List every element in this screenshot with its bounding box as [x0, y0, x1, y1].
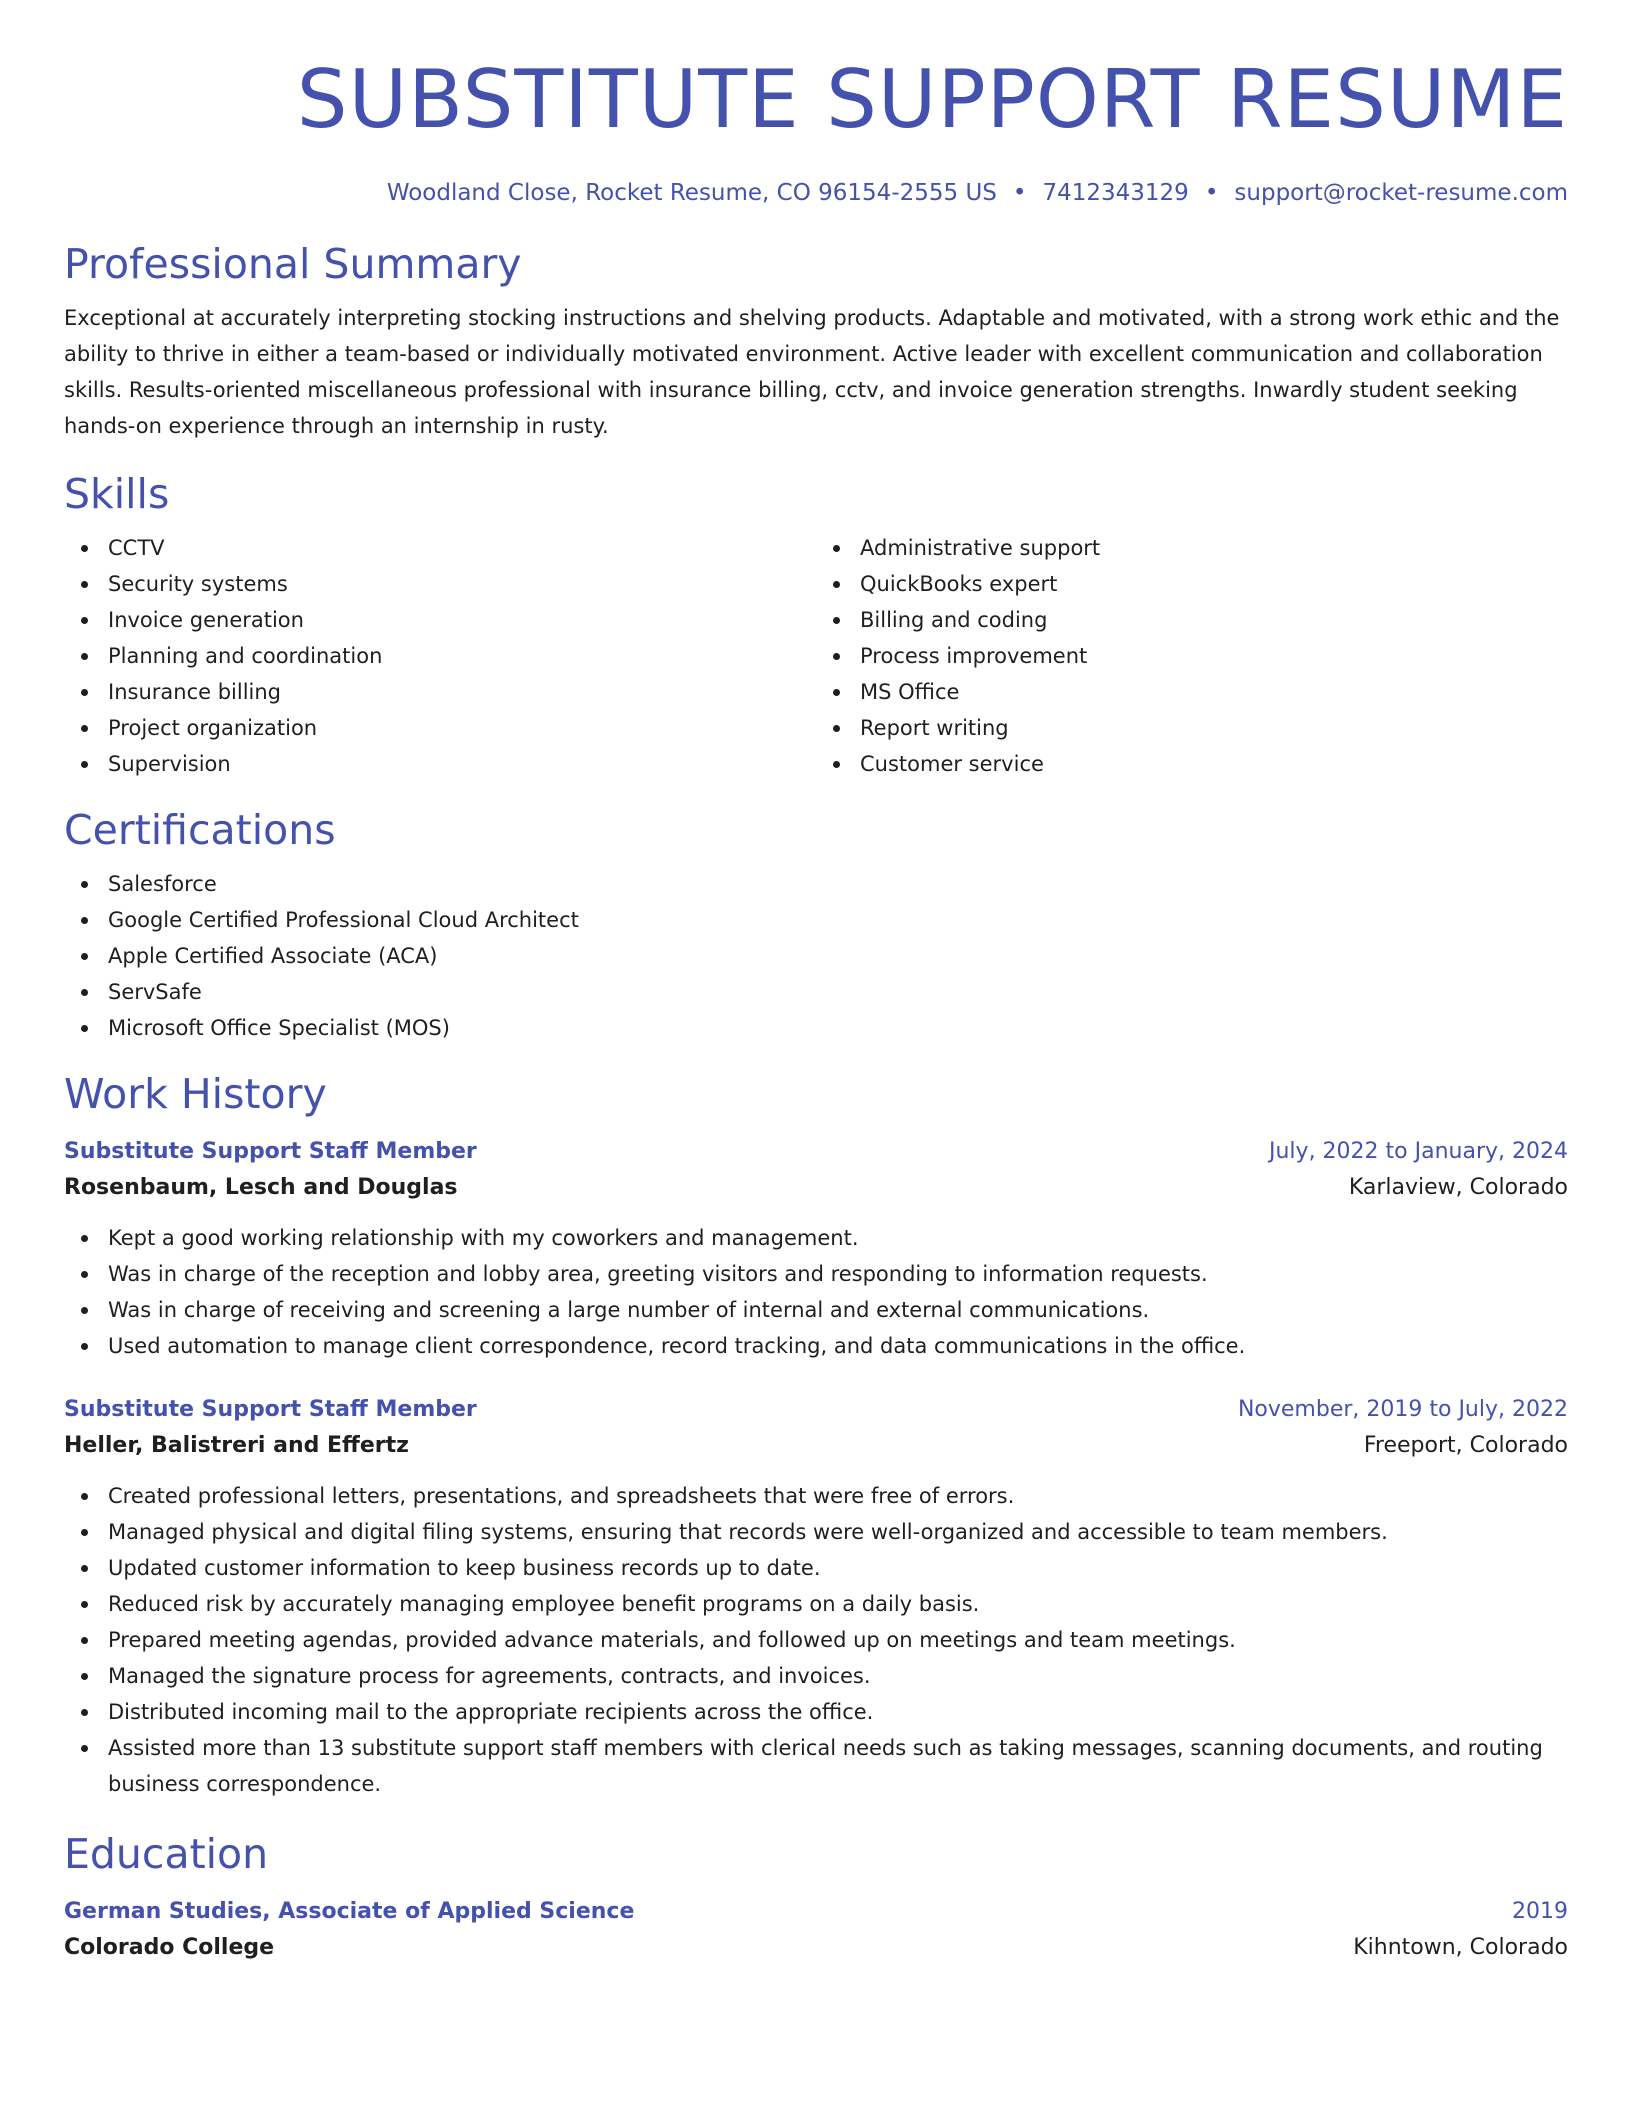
- job-bullet: Distributed incoming mail to the appropriate recipients across the office.: [64, 1694, 1568, 1730]
- job-header-row: [64, 1392, 1568, 1428]
- job-company: Rosenbaum, Lesch and Douglas: [64, 1175, 458, 1200]
- skill-item: Report writing: [816, 710, 1568, 746]
- job-role: Substitute Support Staff Member: [64, 1397, 477, 1422]
- job-bullet: Managed the signature process for agreements, contracts, and invoices.: [64, 1658, 1568, 1694]
- contact-separator: •: [1012, 180, 1027, 206]
- certification-item: Apple Certified Associate (ACA): [64, 938, 1568, 974]
- summary-heading: Professional Summary: [64, 240, 522, 288]
- education-degree: German Studies, Associate of Applied Science: [64, 1899, 635, 1924]
- contact-email: support@rocket-resume.com: [1234, 180, 1568, 206]
- job-bullet: Used automation to manage client correspondence, record tracking, and data communications in the office.: [64, 1328, 1568, 1364]
- skill-item: Billing and coding: [816, 602, 1568, 638]
- education-location: Kihntown, Colorado: [1353, 1935, 1568, 1960]
- job-bullets: [64, 1478, 1568, 1802]
- education-section: [64, 1828, 1568, 1966]
- job-bullets: [64, 1220, 1568, 1364]
- job-bullet: Prepared meeting agendas, provided advance materials, and followed up on meetings and team meetings.: [64, 1622, 1568, 1658]
- certifications-heading: Certifications: [64, 806, 336, 854]
- education-header-row: [64, 1894, 1568, 1930]
- job-bullet: Updated customer information to keep business records up to date.: [64, 1550, 1568, 1586]
- job-bullet: Was in charge of the reception and lobby area, greeting visitors and responding to information requests.: [64, 1256, 1568, 1292]
- skills-section: [64, 468, 1568, 782]
- job-role: Substitute Support Staff Member: [64, 1139, 477, 1164]
- job-dates: July, 2022 to January, 2024: [1269, 1139, 1568, 1164]
- job-company-row: [64, 1428, 1568, 1464]
- job-dates: November, 2019 to July, 2022: [1237, 1397, 1568, 1422]
- job-location: Freeport, Colorado: [1363, 1433, 1568, 1458]
- skill-item: Administrative support: [816, 530, 1568, 566]
- contact-separator: •: [1204, 180, 1219, 206]
- skill-item: Security systems: [64, 566, 816, 602]
- work-history-heading: Work History: [64, 1070, 327, 1118]
- skills-list-right: [816, 530, 1568, 782]
- certification-item: ServSafe: [64, 974, 1568, 1010]
- skill-item: CCTV: [64, 530, 816, 566]
- skill-item: Project organization: [64, 710, 816, 746]
- skill-item: Supervision: [64, 746, 816, 782]
- job-header-row: [64, 1134, 1568, 1170]
- certifications-section: [64, 804, 1568, 1046]
- certifications-list: [64, 866, 1568, 1046]
- education-school: Colorado College: [64, 1935, 275, 1960]
- summary-text: Exceptional at accurately interpreting stocking instructions and shelving products. Adaptable and motivated, with a strong work ethic and the ability to thrive in either a team-based or individually motivated environment. Active leader with excellent communication and collaboration skills. Results-oriented miscellaneous professional with insurance billing, cctv, and invoice generation strengths. Inwardly student seeking hands-on experience through an internship in rusty.: [64, 306, 1560, 438]
- work-history-section: [64, 1068, 1568, 1802]
- skill-item: Customer service: [816, 746, 1568, 782]
- certification-item: Microsoft Office Specialist (MOS): [64, 1010, 1568, 1046]
- education-entry: [64, 1894, 1568, 1966]
- skills-heading: Skills: [64, 470, 170, 518]
- job-company-row: [64, 1170, 1568, 1206]
- summary-section: [64, 238, 1568, 444]
- education-school-row: [64, 1930, 1568, 1966]
- job-entry: [64, 1392, 1568, 1802]
- contact-line: [64, 178, 1568, 208]
- job-location: Karlaview, Colorado: [1348, 1175, 1568, 1200]
- skill-item: Planning and coordination: [64, 638, 816, 674]
- certification-item: Salesforce: [64, 866, 1568, 902]
- contact-address: Woodland Close, Rocket Resume, CO 96154-2555 US: [386, 180, 997, 206]
- skill-item: Invoice generation: [64, 602, 816, 638]
- skill-item: MS Office: [816, 674, 1568, 710]
- skill-item: Process improvement: [816, 638, 1568, 674]
- job-entry: [64, 1134, 1568, 1364]
- skill-item: Insurance billing: [64, 674, 816, 710]
- job-bullet: Created professional letters, presentations, and spreadsheets that were free of errors.: [64, 1478, 1568, 1514]
- skills-columns: [64, 530, 1568, 782]
- resume-title: SUBSTITUTE SUPPORT RESUME: [296, 53, 1568, 146]
- job-bullet: Managed physical and digital filing systems, ensuring that records were well-organized and accessible to team members.: [64, 1514, 1568, 1550]
- job-bullet: Was in charge of receiving and screening a large number of internal and external communications.: [64, 1292, 1568, 1328]
- skills-list-left: [64, 530, 816, 782]
- education-year: 2019: [1512, 1899, 1568, 1924]
- job-bullet: Assisted more than 13 substitute support staff members with clerical needs such as taking messages, scanning documents, and routing business correspondence.: [64, 1730, 1568, 1802]
- education-heading: Education: [64, 1830, 269, 1878]
- job-bullet: Reduced risk by accurately managing employee benefit programs on a daily basis.: [64, 1586, 1568, 1622]
- resume-header: [64, 0, 1568, 208]
- contact-phone: 7412343129: [1042, 180, 1189, 206]
- job-company: Heller, Balistreri and Effertz: [64, 1433, 409, 1458]
- job-bullet: Kept a good working relationship with my coworkers and management.: [64, 1220, 1568, 1256]
- certification-item: Google Certified Professional Cloud Architect: [64, 902, 1568, 938]
- skill-item: QuickBooks expert: [816, 566, 1568, 602]
